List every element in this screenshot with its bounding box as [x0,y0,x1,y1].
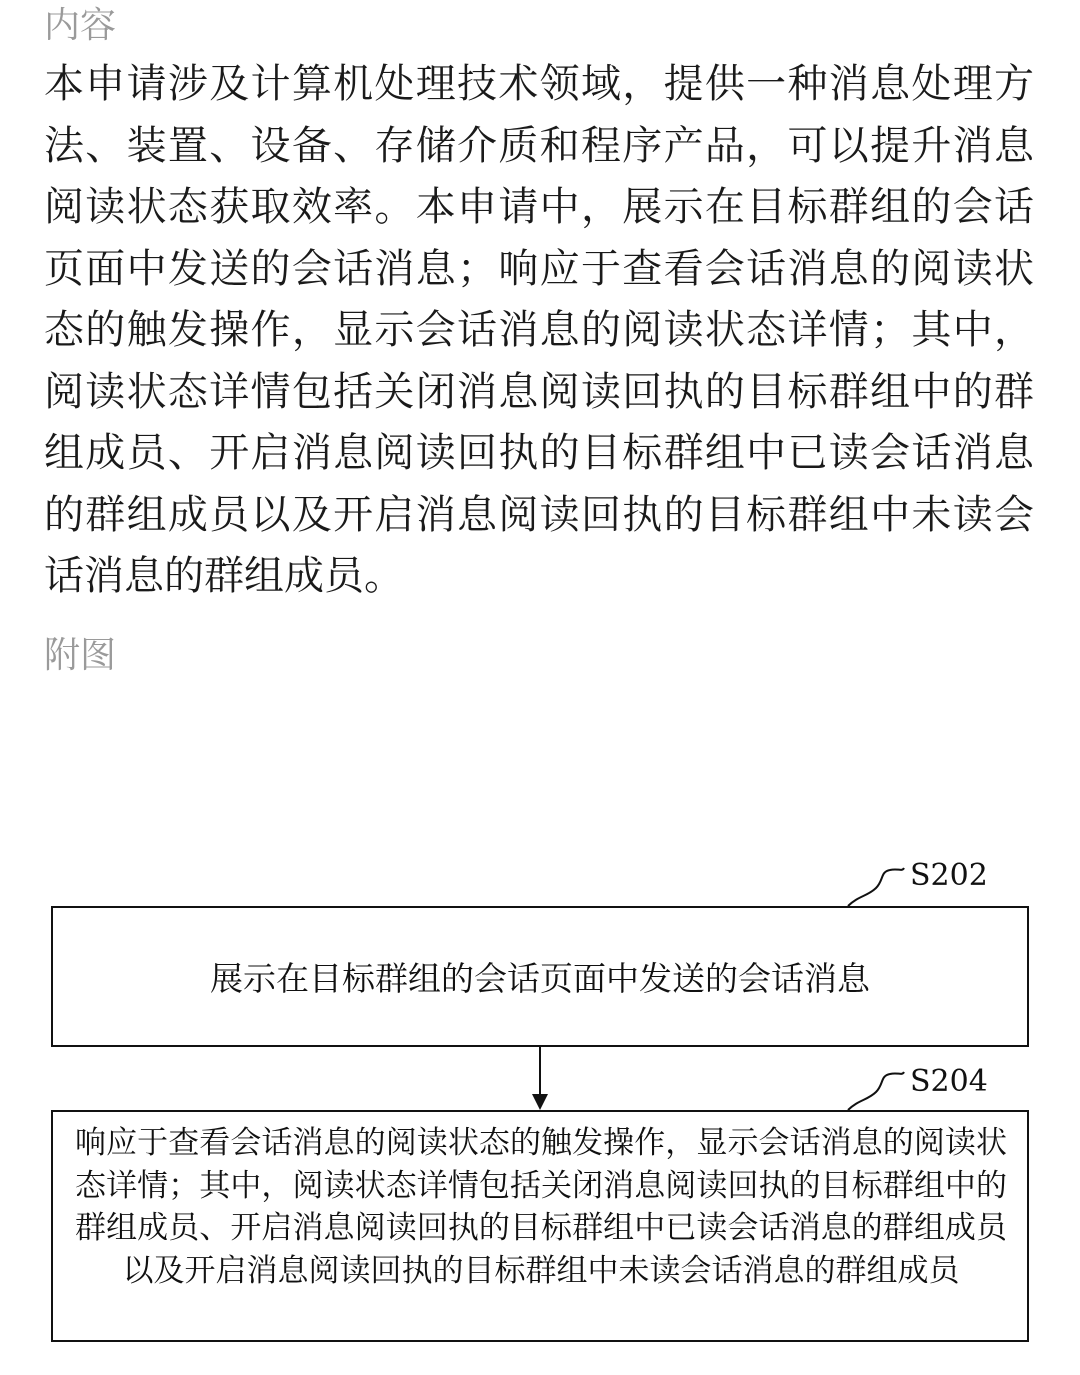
flow-arrow-head [532,1094,548,1110]
content-section-label: 内容 [44,5,117,46]
step2-leader-line [848,1072,904,1110]
flow-step-box-2: 响应于查看会话消息的阅读状态的触发操作，显示会话消息的阅读状态详情；其中，阅读状态详情包括关闭消息阅读回执的目标群组中的群组成员、开启消息阅读回执的目标群组中已读会话消息的群组成员以及开启消息阅读回执的目标群组中未读会话消息的群组成员 [51,1110,1029,1342]
figure-section-label: 附图 [44,635,117,676]
step-label-s204: S204 [910,1064,988,1099]
flow-step-box-1 [51,906,1029,1047]
flow-step-text-1: 展示在目标群组的会话页面中发送的会话消息 [210,959,870,998]
step-label-s202: S202 [910,858,988,893]
abstract-text: 本申请涉及计算机处理技术领域，提供一种消息处理方法、装置、设备、存储介质和程序产品，可以提升消息阅读状态获取效率。本申请中，展示在目标群组的会话页面中发送的会话消息；响应于查看会话消息的阅读状态的触发操作，显示会话消息的阅读状态详情；其中，阅读状态详情包括关闭消息阅读回执的目标群组中的群组成员、开启消息阅读回执的目标群组中已读会话消息的群组成员以及开启消息阅读回执的目标群组中未读会话消息的群组成员。 [44,61,1034,599]
step1-leader-line [848,868,904,906]
